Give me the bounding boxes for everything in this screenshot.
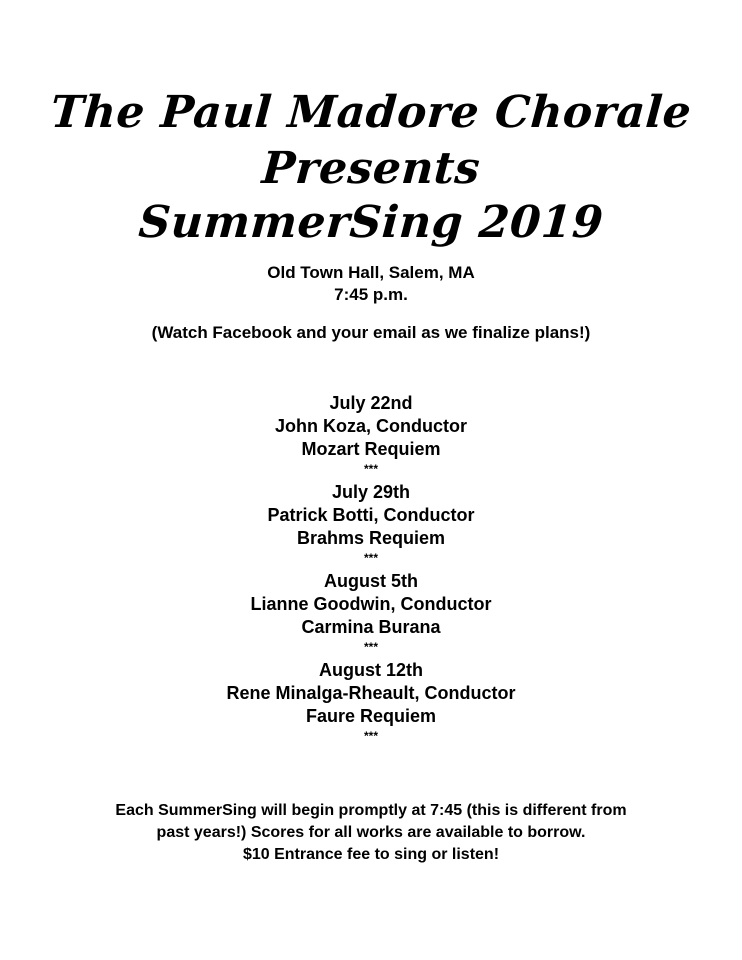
footer-line: past years!) Scores for all works are available to borrow. bbox=[156, 824, 586, 841]
concert-item bbox=[0, 481, 742, 566]
concert-work: Faure Requiem bbox=[305, 706, 437, 726]
concert-work: Brahms Requiem bbox=[296, 528, 446, 548]
plans-notice: (Watch Facebook and your email as we finalize plans!) bbox=[151, 323, 591, 342]
concert-conductor: Patrick Botti, Conductor bbox=[267, 505, 475, 525]
concert-separator: *** bbox=[363, 551, 378, 565]
concert-separator: *** bbox=[363, 462, 378, 476]
footer-line: Each SummerSing will begin promptly at 7:45 (this is different from bbox=[115, 802, 627, 819]
concert-separator: *** bbox=[363, 729, 378, 743]
concert-work: Carmina Burana bbox=[301, 617, 441, 637]
concert-schedule bbox=[0, 392, 742, 748]
concert-date: August 12th bbox=[318, 660, 423, 680]
concert-date: July 29th bbox=[331, 482, 411, 502]
venue-location: Old Town Hall, Salem, MA bbox=[267, 263, 475, 282]
footer-line: $10 Entrance fee to sing or listen! bbox=[242, 846, 500, 863]
flyer-title-chorale: The Paul Madore Chorale bbox=[48, 87, 694, 138]
flyer-title-presents: Presents bbox=[260, 143, 482, 194]
concert-date: July 22nd bbox=[329, 393, 413, 413]
footer-note bbox=[0, 800, 742, 866]
concert-item bbox=[0, 392, 742, 477]
concert-separator: *** bbox=[363, 640, 378, 654]
venue-time: 7:45 p.m. bbox=[334, 285, 408, 304]
concert-conductor: Lianne Goodwin, Conductor bbox=[250, 594, 492, 614]
concert-item bbox=[0, 659, 742, 744]
venue-block bbox=[0, 262, 742, 306]
concert-conductor: Rene Minalga-Rheault, Conductor bbox=[226, 683, 516, 703]
concert-work: Mozart Requiem bbox=[301, 439, 441, 459]
flyer-title-event: SummerSing 2019 bbox=[136, 197, 606, 248]
concert-date: August 5th bbox=[324, 571, 418, 591]
concert-conductor: John Koza, Conductor bbox=[275, 416, 467, 436]
concert-item bbox=[0, 570, 742, 655]
